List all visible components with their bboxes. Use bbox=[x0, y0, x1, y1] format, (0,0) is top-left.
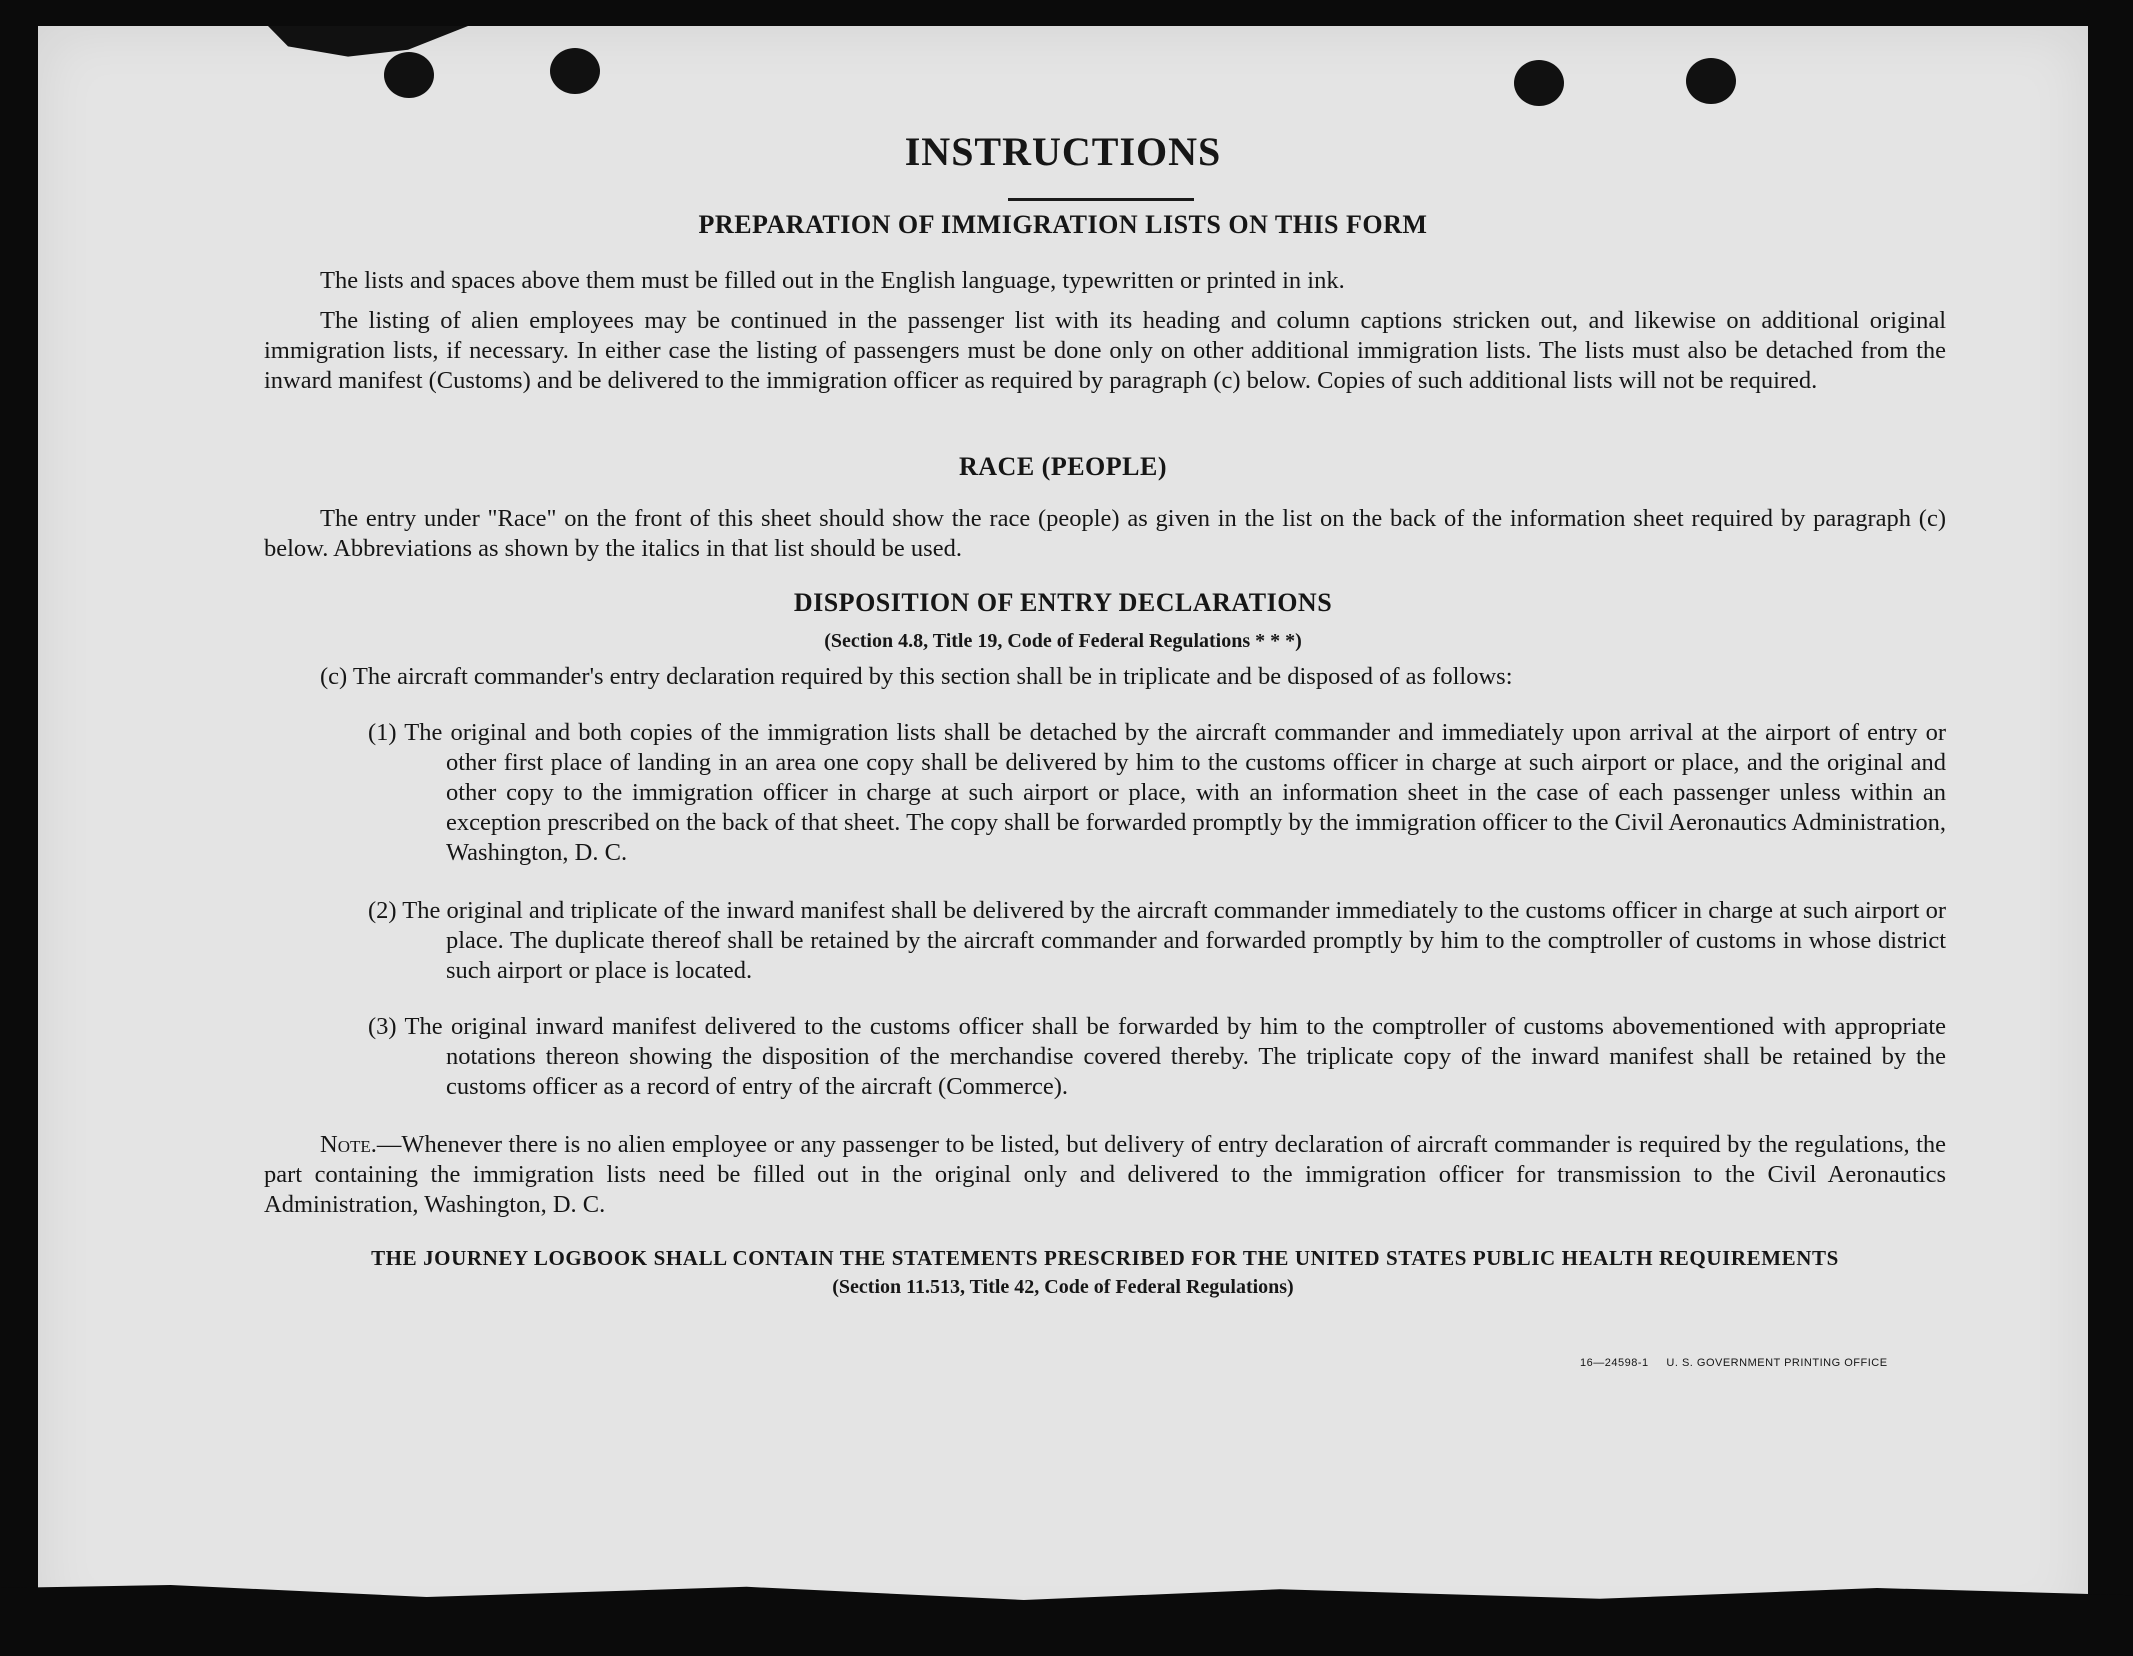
paragraph-listing: The listing of alien employees may be continued in the passenger list with its heading and column captions stricken out, and likewise on additional original immigration lists, if necessary. In either case the listing of passengers must be done only on other additional immigration lists. The lists must also be detached from the inward manifest (Customs) and be delivered to the immigration officer as required by paragraph (c) below. Copies of such additional lists will not be required. bbox=[264, 307, 1946, 394]
paragraph-race: The entry under "Race" on the front of this sheet should show the race (people) as given in the list on the back of the information sheet required by paragraph (c) below. Abbreviations as shown by the italics in that list should be used. bbox=[264, 505, 1946, 562]
list-item: (1) The original and both copies of the immigration lists shall be detached by the aircraft commander and immediately upon arrival at the airport of entry or other first place of landing in an area one copy shall be delivered by him to the customs officer in charge at such airport or place, and the original and other copy to the immigration officer in charge at such airport or place, with an information sheet in the case of each passenger unless within an exception prescribed on the back of that sheet. The copy shall be forwarded promptly by the immigration officer to the Civil Aeronautics Administration, Washington, D. C. bbox=[368, 719, 1947, 866]
section-heading-preparation: PREPARATION OF IMMIGRATION LISTS ON THIS FORM bbox=[698, 210, 1428, 239]
paragraph-intro-c: (c) The aircraft commander's entry declaration required by this section shall be in triplicate and be disposed of as follows: bbox=[320, 663, 1513, 690]
paper-sheet bbox=[38, 26, 2088, 1634]
section-citation: (Section 4.8, Title 19, Code of Federal Regulations * * *) bbox=[824, 630, 1302, 652]
document-title: INSTRUCTIONS bbox=[904, 129, 1222, 174]
note-label: Note. bbox=[320, 1131, 377, 1158]
section-heading-race: RACE (PEOPLE) bbox=[959, 452, 1167, 481]
note-text: —Whenever there is no alien employee or any passenger to be listed, but delivery of entry declaration of aircraft commander is required by the regulations, the part containing the immigration lists need be filled out in the original only and delivered to the immigration officer for transmission to the Civil Aeronautics Administration, Washington, D. C. bbox=[264, 1131, 1946, 1218]
print-code: 16—24598-1 bbox=[1580, 1357, 1649, 1369]
printer-name: U. S. GOVERNMENT PRINTING OFFICE bbox=[1666, 1357, 1888, 1369]
print-footer bbox=[1580, 1357, 1888, 1369]
list-item: (3) The original inward manifest delivered to the customs officer shall be forwarded by him to the comptroller of customs abovementioned with appropriate notations thereon showing the disposition of the merchandise covered thereby. The triplicate copy of the inward manifest shall be retained by the customs officer as a record of entry of the aircraft (Commerce). bbox=[368, 1013, 1946, 1100]
section-heading-disposition: DISPOSITION OF ENTRY DECLARATIONS bbox=[793, 588, 1333, 617]
title-rule bbox=[1008, 198, 1194, 201]
list-item: (2) The original and triplicate of the inward manifest shall be delivered by the aircraft commander immediately to the customs officer in charge at such airport or place. The duplicate thereof shall be retained by the aircraft commander and forwarded promptly by him to the comptroller of customs in whose district such airport or place is located. bbox=[368, 897, 1946, 984]
logbook-citation: (Section 11.513, Title 42, Code of Federal Regulations) bbox=[832, 1276, 1294, 1298]
document-page bbox=[38, 26, 2088, 1634]
note-paragraph bbox=[264, 1130, 1946, 1220]
logbook-statement: THE JOURNEY LOGBOOK SHALL CONTAIN THE STATEMENTS PRESCRIBED FOR THE UNITED STATES PUBLIC HEALTH REQUIREMENTS bbox=[371, 1246, 1839, 1270]
paragraph-language: The lists and spaces above them must be filled out in the English language, typewritten or printed in ink. bbox=[320, 267, 1345, 294]
